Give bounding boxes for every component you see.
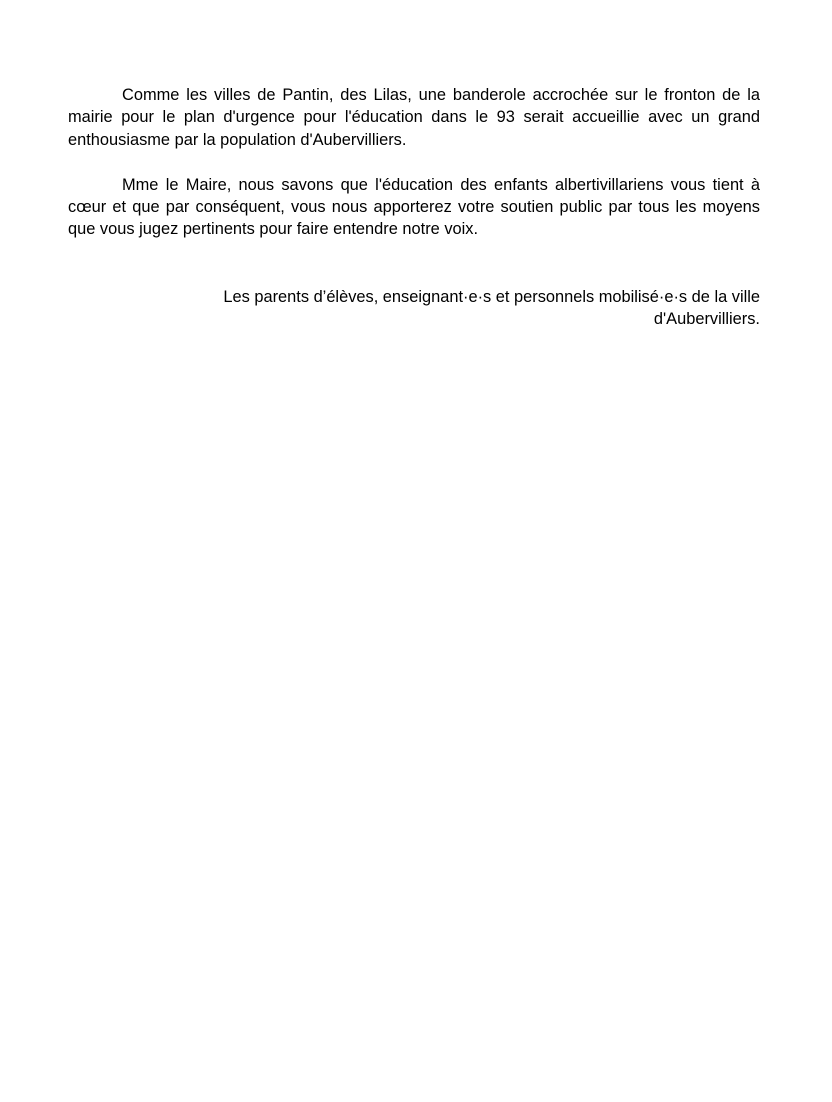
letter-body: [68, 84, 760, 330]
signature-block: [68, 286, 760, 331]
signature-line-1: Les parents d’élèves, enseignant·e·s et personnels mobilisé·e·s de la ville: [223, 287, 760, 306]
signature-line-2: d'Aubervilliers.: [653, 310, 760, 329]
paragraph-banner-request: Comme les villes de Pantin, des Lilas, une banderole accrochée sur le fronton de la mairie pour le plan d'urgence pour l'éducation dans le 93 serait accueillie avec un grand enthousiasme par la population d'Aubervilliers.: [68, 86, 760, 149]
paragraph-support-request: Mme le Maire, nous savons que l'éducation des enfants albertivillariens vous tient à cœur et que par conséquent, vous nous apporterez votre soutien public par tous les moyens que vous jugez pertinents pour faire entendre notre voix.: [68, 175, 760, 239]
